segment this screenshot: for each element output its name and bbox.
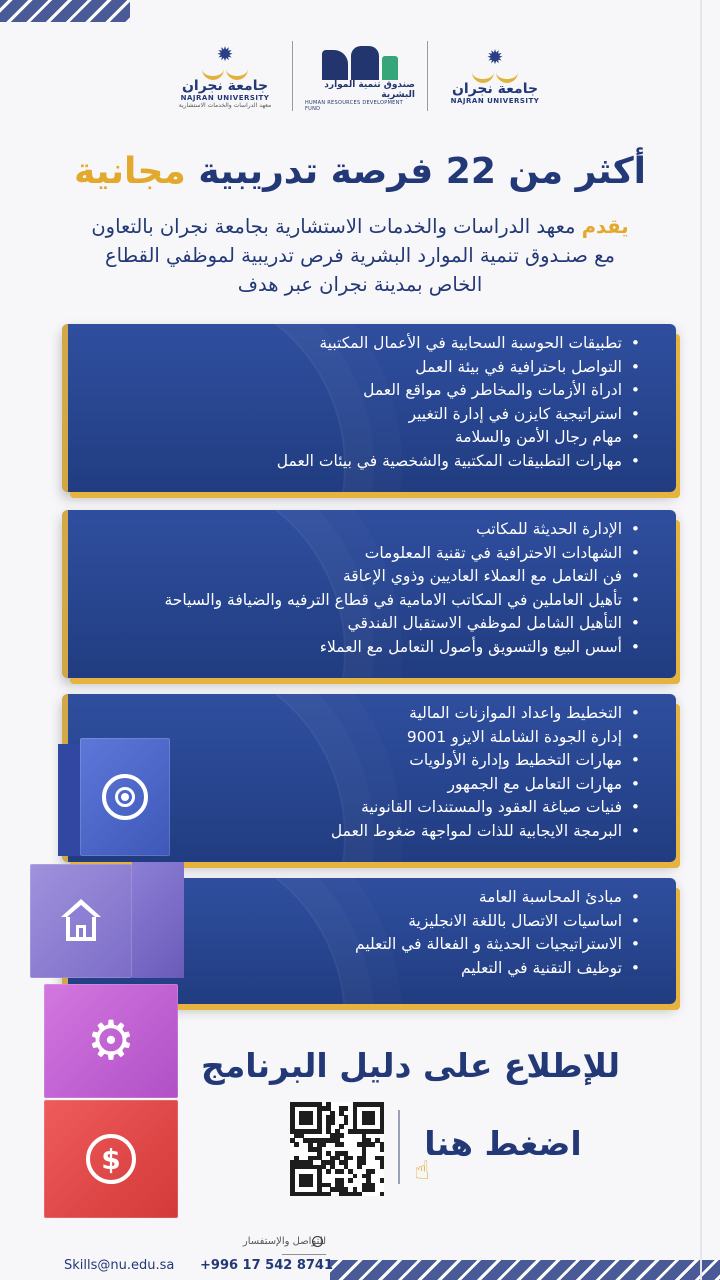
intro-line-2: مع صنـدوق تنمية الموارد البشرية فرص تدريبية لموظفي القطاع (105, 244, 615, 267)
decorative-pattern-top (0, 0, 130, 22)
qr-module (380, 1192, 385, 1197)
course-item: • توظيف التقنية في التعليم (82, 957, 640, 981)
intro-line-3: الخاص بمدينة نجران عبر هدف (237, 273, 483, 296)
logo-divider (292, 41, 293, 111)
course-list-1 (62, 324, 676, 474)
qr-module (326, 1192, 331, 1197)
intro-line-1: معهد الدراسات والخدمات الاستشارية بجامعة نجران بالتعاون (91, 215, 576, 238)
whatsapp-icon (312, 1236, 323, 1247)
qr-module (371, 1142, 376, 1147)
qr-module (348, 1178, 353, 1183)
qr-module (380, 1129, 385, 1134)
cube-gear (44, 984, 180, 1100)
course-item: • اساسيات الاتصال باللغة الانجليزية (82, 910, 640, 934)
najran-emblem-icon: ✹ (472, 47, 518, 81)
logo-left-name-ar: جامعة نجران (181, 77, 269, 94)
qr-module (371, 1120, 376, 1125)
course-item: • تطبيقات الحوسبة السحابية في الأعمال المكتبية (82, 332, 640, 356)
course-card-2 (62, 510, 676, 678)
contact-label (196, 1236, 326, 1258)
qr-module (380, 1147, 385, 1152)
logo-divider (427, 41, 428, 111)
qr-module (339, 1169, 344, 1174)
qr-module (321, 1142, 326, 1147)
headline-main: أكثر من 22 فرصة تدريبية (198, 151, 646, 192)
dollar-coin-icon: $ (86, 1134, 136, 1184)
course-list-4 (62, 878, 676, 980)
qr-module (308, 1120, 313, 1125)
intro-paragraph (40, 212, 680, 299)
qr-module (348, 1156, 353, 1161)
qr-code[interactable] (290, 1102, 384, 1196)
page-edge-line (700, 0, 702, 1280)
hadaf-name-en: HUMAN RESOURCES DEVELOPMENT FUND (305, 100, 404, 112)
course-item: • البرمجة الايجابية للذات لمواجهة ضغوط العمل (82, 820, 640, 844)
header-logos (170, 36, 550, 116)
hadaf-name-ar: صندوق تنمية الموارد البشرية (324, 80, 415, 100)
qr-module (344, 1106, 349, 1111)
pointing-hand-icon: ☝ (414, 1156, 430, 1186)
qr-module (362, 1160, 367, 1165)
qr-module (380, 1165, 385, 1170)
contact-phone[interactable]: +996 17 542 8741 (200, 1258, 334, 1273)
decorative-pattern-bottom (330, 1260, 720, 1280)
logo-left-subtitle: معهد الدراسات والخدمات الاستشارية (178, 101, 272, 109)
qr-module (371, 1169, 376, 1174)
course-item: • مهارات التخطيط وإدارة الأولويات (82, 749, 640, 773)
contact-label-line: ـــــــــــــــ (282, 1247, 326, 1258)
qr-module (326, 1169, 331, 1174)
najran-university-logo (440, 47, 550, 105)
logo-right-name-en: NAJRAN UNIVERSITY (450, 97, 540, 105)
course-item: • التواصل باحترافية في بيئة العمل (82, 356, 640, 380)
qr-module (317, 1129, 322, 1134)
logo-left-name-en: NAJRAN UNIVERSITY (180, 93, 270, 102)
course-card-1 (62, 324, 676, 492)
course-card-3 (62, 694, 676, 862)
contact-label-text: للتواصل والإستفسار (242, 1236, 326, 1247)
gear-icon: ⚙ (86, 1009, 136, 1072)
qr-module (330, 1120, 335, 1125)
qr-separator (398, 1110, 400, 1184)
course-item: • مهارات التطبيقات المكتبية والشخصية في بيئات العمل (82, 450, 640, 474)
course-list-3 (62, 694, 676, 844)
hadaf-logo (305, 40, 415, 112)
course-item: • استراتيجية كايزن في إدارة التغيير (82, 403, 640, 427)
qr-module (344, 1120, 349, 1125)
headline-accent: مجانية (73, 151, 186, 192)
qr-module (353, 1174, 358, 1179)
qr-module (308, 1183, 313, 1188)
course-item: • فن التعامل مع العملاء العاديين وذوي الإعاقة (82, 565, 640, 589)
course-item: • فنيات صياغة العقود والمستندات القانونية (82, 796, 640, 820)
najran-emblem-icon: ✹ (202, 44, 248, 78)
logo-right-name-ar: جامعة نجران (451, 81, 539, 97)
contact-email[interactable]: Skills@nu.edu.sa (64, 1258, 175, 1273)
page-title (40, 150, 680, 194)
najran-university-institute-logo (170, 41, 280, 109)
program-guide-title: للإطلاع على دليل البرنامج (201, 1046, 620, 1085)
course-item: • الشهادات الاحترافية في تقنية المعلومات (82, 542, 640, 566)
course-item: • ادراة الأزمات والمخاطر في مواقع العمل (82, 379, 640, 403)
course-item: • إدارة الجودة الشاملة الايزو 9001 (82, 726, 640, 750)
cube-dollar (44, 1100, 180, 1220)
course-item: • تأهيل العاملين في المكاتب الامامية في قطاع الترفيه والضيافة والسياحة (82, 589, 640, 613)
course-item: • التخطيط واعداد الموازنات المالية (82, 702, 640, 726)
course-item: • مبادئ المحاسبة العامة (82, 886, 640, 910)
qr-module (357, 1165, 362, 1170)
course-item: • مهام رجال الأمن والسلامة (82, 426, 640, 450)
intro-accent: يقدم (581, 215, 629, 238)
qr-module (380, 1178, 385, 1183)
hadaf-mark-icon (314, 40, 406, 80)
qr-module (339, 1142, 344, 1147)
qr-module (371, 1187, 376, 1192)
click-here-link[interactable]: اضغط هنا (424, 1124, 582, 1163)
course-item: • أسس البيع والتسويق وأصول التعامل مع العملاء (82, 636, 640, 660)
course-item: • الاستراتيجيات الحديثة و الفعالة في التعليم (82, 933, 640, 957)
qr-module (339, 1124, 344, 1129)
qr-module (294, 1142, 299, 1147)
course-item: • التأهيل الشامل لموظفي الاستقبال الفندقي (82, 612, 640, 636)
qr-module (357, 1192, 362, 1197)
course-list-2 (62, 510, 676, 660)
qr-module (339, 1133, 344, 1138)
course-item: • الإدارة الحديثة للمكاتب (82, 518, 640, 542)
course-item: • مهارات التعامل مع الجمهور (82, 773, 640, 797)
